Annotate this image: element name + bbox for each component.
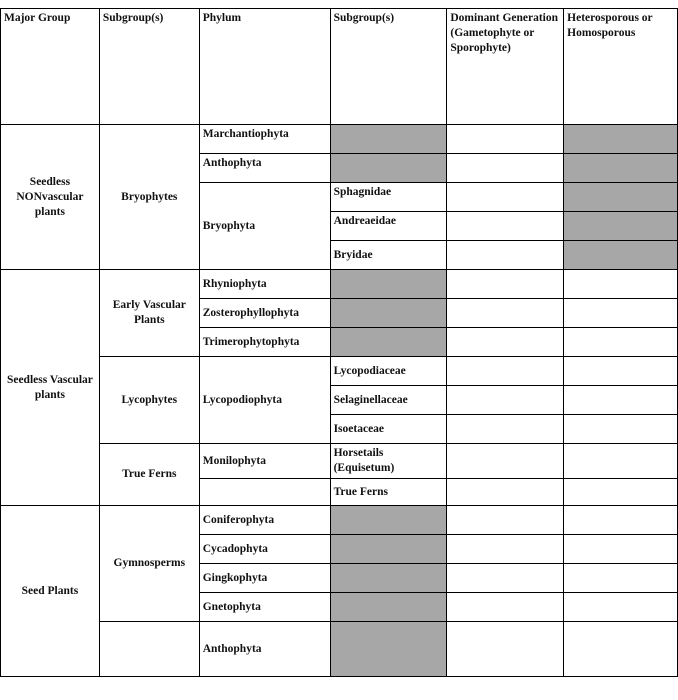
answer-cell-generation[interactable] bbox=[447, 593, 564, 622]
group-nonvascular: Seedless NONvascular plants bbox=[1, 125, 100, 270]
answer-cell-spores[interactable] bbox=[564, 479, 678, 506]
subphylum-lycopodiaceae: Lycopodiaceae bbox=[330, 357, 447, 386]
phylum-anthophyta: Anthophyta bbox=[199, 622, 330, 677]
shaded-cell bbox=[330, 270, 447, 299]
shaded-cell bbox=[330, 506, 447, 535]
subphylum-sphagnidae: Sphagnidae bbox=[330, 183, 447, 212]
shaded-cell bbox=[564, 125, 678, 154]
shaded-cell bbox=[330, 622, 447, 677]
shaded-cell bbox=[330, 535, 447, 564]
phylum-zosterophyllophyta: Zosterophyllophyta bbox=[199, 299, 330, 328]
phylum-trimerophytophyta: Trimerophytophyta bbox=[199, 328, 330, 357]
phylum-bryophyta: Bryophyta bbox=[199, 183, 330, 270]
answer-cell-generation[interactable] bbox=[447, 299, 564, 328]
phylum-coniferophyta: Coniferophyta bbox=[199, 506, 330, 535]
phylum-gingkophyta: Gingkophyta bbox=[199, 564, 330, 593]
subphylum-horsetails: Horsetails (Equisetum) bbox=[330, 444, 447, 479]
shaded-cell bbox=[330, 154, 447, 183]
shaded-cell bbox=[564, 241, 678, 270]
answer-cell-spores[interactable] bbox=[564, 328, 678, 357]
answer-cell-spores[interactable] bbox=[564, 535, 678, 564]
subphylum-isoetaceae: Isoetaceae bbox=[330, 415, 447, 444]
phylum-monilophyta: Monilophyta bbox=[199, 444, 330, 479]
header-phylum: Phylum bbox=[199, 9, 330, 125]
table-row bbox=[1, 506, 678, 535]
answer-cell-generation[interactable] bbox=[447, 270, 564, 299]
header-row bbox=[1, 9, 678, 125]
shaded-cell bbox=[564, 183, 678, 212]
answer-cell-spores[interactable] bbox=[564, 622, 678, 677]
answer-cell-generation[interactable] bbox=[447, 564, 564, 593]
answer-cell-generation[interactable] bbox=[447, 444, 564, 479]
answer-cell-spores[interactable] bbox=[564, 357, 678, 386]
subphylum-andreaeidae: Andreaeidae bbox=[330, 212, 447, 241]
answer-cell-spores[interactable] bbox=[564, 415, 678, 444]
answer-cell-spores[interactable] bbox=[564, 506, 678, 535]
answer-cell-generation[interactable] bbox=[447, 183, 564, 212]
table-row bbox=[1, 357, 678, 386]
subphylum-bryidae: Bryidae bbox=[330, 241, 447, 270]
answer-cell-generation[interactable] bbox=[447, 357, 564, 386]
answer-cell-generation[interactable] bbox=[447, 125, 564, 154]
shaded-cell bbox=[330, 328, 447, 357]
shaded-cell bbox=[330, 593, 447, 622]
answer-cell-generation[interactable] bbox=[447, 415, 564, 444]
answer-cell-generation[interactable] bbox=[447, 535, 564, 564]
shaded-cell bbox=[564, 212, 678, 241]
subgroup-true-ferns: True Ferns bbox=[99, 444, 199, 506]
answer-cell-generation[interactable] bbox=[447, 212, 564, 241]
phylum-marchantiophyta: Marchantiophyta bbox=[199, 125, 330, 154]
group-vascular: Seedless Vascular plants bbox=[1, 270, 100, 506]
shaded-cell bbox=[330, 125, 447, 154]
answer-cell-generation[interactable] bbox=[447, 479, 564, 506]
shaded-cell bbox=[330, 299, 447, 328]
phylum-cycadophyta: Cycadophyta bbox=[199, 535, 330, 564]
empty-subgroup-cell bbox=[99, 622, 199, 677]
table-row bbox=[1, 270, 678, 299]
table-row bbox=[1, 125, 678, 154]
answer-cell-generation[interactable] bbox=[447, 386, 564, 415]
table-row bbox=[1, 444, 678, 479]
phylum-rhyniophyta: Rhyniophyta bbox=[199, 270, 330, 299]
header-subgroup-phylum: Subgroup(s) bbox=[330, 9, 447, 125]
answer-cell-generation[interactable] bbox=[447, 154, 564, 183]
subgroup-early-vascular: Early Vascular Plants bbox=[99, 270, 199, 357]
phylum-gnetophyta: Gnetophyta bbox=[199, 593, 330, 622]
answer-cell-spores[interactable] bbox=[564, 270, 678, 299]
answer-cell-generation[interactable] bbox=[447, 241, 564, 270]
subphylum-selaginellaceae: Selaginellaceae bbox=[330, 386, 447, 415]
plant-classification-table bbox=[0, 8, 678, 677]
answer-cell-spores[interactable] bbox=[564, 299, 678, 328]
empty-phylum-cell bbox=[199, 479, 330, 506]
phylum-anthophyta: Anthophyta bbox=[199, 154, 330, 183]
answer-cell-spores[interactable] bbox=[564, 444, 678, 479]
answer-cell-generation[interactable] bbox=[447, 622, 564, 677]
shaded-cell bbox=[564, 154, 678, 183]
subphylum-true-ferns: True Ferns bbox=[330, 479, 447, 506]
subgroup-lycophytes: Lycophytes bbox=[99, 357, 199, 444]
subgroup-bryophytes: Bryophytes bbox=[99, 125, 199, 270]
header-major-group: Major Group bbox=[1, 9, 100, 125]
answer-cell-spores[interactable] bbox=[564, 593, 678, 622]
table-row bbox=[1, 622, 678, 677]
group-seed-plants: Seed Plants bbox=[1, 506, 100, 677]
header-heterosporous: Heterosporous or Homosporous bbox=[564, 9, 678, 125]
answer-cell-generation[interactable] bbox=[447, 506, 564, 535]
answer-cell-generation[interactable] bbox=[447, 328, 564, 357]
answer-cell-spores[interactable] bbox=[564, 564, 678, 593]
shaded-cell bbox=[330, 564, 447, 593]
header-subgroup: Subgroup(s) bbox=[99, 9, 199, 125]
phylum-lycopodiophyta: Lycopodiophyta bbox=[199, 357, 330, 444]
answer-cell-spores[interactable] bbox=[564, 386, 678, 415]
header-dominant-generation: Dominant Generation (Gametophyte or Sporophyte) bbox=[447, 9, 564, 125]
subgroup-gymnosperms: Gymnosperms bbox=[99, 506, 199, 622]
